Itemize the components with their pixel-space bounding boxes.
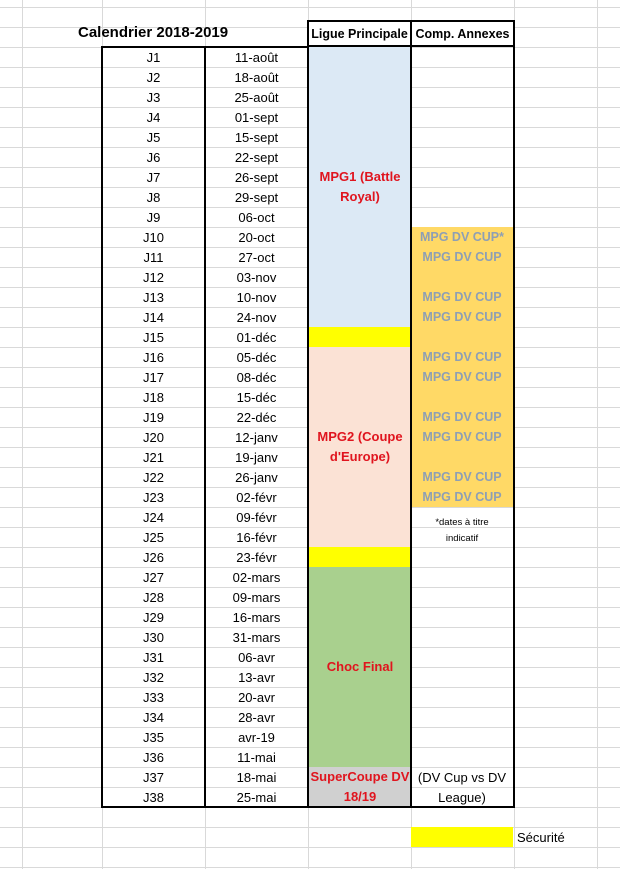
legend-swatch-securite	[411, 827, 513, 847]
journee-cell: J30	[143, 629, 164, 645]
date-cell: 08-déc	[236, 369, 277, 385]
date-cell: 25-août	[234, 89, 279, 105]
securite-band-j15	[309, 327, 411, 347]
grid-line	[0, 847, 620, 848]
journee-cell: J2	[146, 69, 161, 85]
journee-cell: J12	[143, 269, 164, 285]
date-cell: 28-avr	[238, 709, 275, 725]
table-border-right	[513, 46, 515, 808]
date-cell: 05-déc	[236, 349, 277, 365]
journee-cell: J25	[143, 529, 164, 545]
cup-label-j16: MPG DV CUP	[422, 350, 502, 364]
date-cell: 18-mai	[236, 769, 277, 785]
table-border-col2	[204, 46, 206, 808]
securite-band-j26	[309, 547, 411, 567]
date-cell: 11-mai	[237, 749, 276, 765]
dates-note: *dates à titre indicatif	[435, 517, 489, 544]
choc-final-label: Choc Final	[326, 659, 394, 674]
header-comp-annexes: Comp. Annexes	[410, 20, 515, 47]
date-cell: 27-oct	[238, 249, 275, 265]
date-cell: 02-mars	[232, 569, 281, 585]
cup-label-j17: MPG DV CUP	[422, 370, 502, 384]
date-cell: 16-mars	[232, 609, 281, 625]
date-cell: 06-avr	[238, 649, 275, 665]
date-cell: 18-août	[234, 69, 279, 85]
journee-cell: J10	[143, 229, 164, 245]
cup-label-j22: MPG DV CUP	[422, 470, 502, 484]
journee-cell: J19	[143, 409, 164, 425]
header-ligue-principale: Ligue Principale	[307, 20, 412, 47]
cup-label-j14: MPG DV CUP	[422, 310, 502, 324]
journee-cell: J27	[143, 569, 164, 585]
date-cell: 09-févr	[236, 509, 277, 525]
journee-cell: J24	[143, 509, 164, 525]
date-cell: 22-sept	[234, 149, 279, 165]
mpg1-label: MPG1 (Battle Royal)	[319, 169, 401, 204]
journee-cell: J21	[143, 449, 164, 465]
journee-cell: J18	[143, 389, 164, 405]
journee-cell: J20	[143, 429, 164, 445]
date-cell: 20-avr	[238, 689, 275, 705]
date-cell: 03-nov	[236, 269, 277, 285]
date-cell: 10-nov	[236, 289, 277, 305]
date-cell: 22-déc	[236, 409, 277, 425]
journee-cell: J23	[143, 489, 164, 505]
journee-cell: J1	[146, 49, 161, 65]
grid-line	[0, 7, 620, 8]
cup-label-j10: MPG DV CUP*	[419, 230, 505, 244]
date-cell: 13-avr	[238, 669, 275, 685]
journee-cell: J6	[146, 149, 161, 165]
supercoupe-label: SuperCoupe DV 18/19	[310, 769, 410, 804]
journee-cell: J5	[146, 129, 161, 145]
journee-cell: J28	[143, 589, 164, 605]
table-border-col3	[307, 46, 309, 808]
journee-cell: J3	[146, 89, 161, 105]
legend-label-securite: Sécurité	[517, 829, 565, 845]
date-cell: 12-janv	[235, 429, 278, 445]
journee-cell: J36	[143, 749, 164, 765]
journee-cell: J22	[143, 469, 164, 485]
date-cell: 29-sept	[234, 189, 279, 205]
date-cell: 20-oct	[238, 229, 275, 245]
journee-cell: J33	[143, 689, 164, 705]
date-cell: 11-août	[234, 49, 279, 65]
journee-cell: J9	[146, 209, 161, 225]
date-cell: 15-déc	[236, 389, 277, 405]
journee-cell: J32	[143, 669, 164, 685]
date-cell: 09-mars	[232, 589, 281, 605]
journee-cell: J14	[143, 309, 164, 325]
date-cell: 23-févr	[236, 549, 277, 565]
date-cell: 19-janv	[235, 449, 278, 465]
journee-cell: J34	[143, 709, 164, 725]
cup-label-j19: MPG DV CUP	[422, 410, 502, 424]
date-cell: 01-déc	[236, 329, 277, 345]
page-title: Calendrier 2018-2019	[78, 24, 229, 41]
date-cell: 24-nov	[236, 309, 277, 325]
journee-cell: J37	[143, 769, 164, 785]
date-cell: 31-mars	[232, 629, 281, 645]
date-cell: 15-sept	[234, 129, 279, 145]
journee-cell: J31	[143, 649, 164, 665]
journee-cell: J15	[143, 329, 164, 345]
cup-label-j20: MPG DV CUP	[422, 430, 502, 444]
journee-cell: J4	[146, 109, 161, 125]
cup-label-j13: MPG DV CUP	[422, 290, 502, 304]
date-cell: 26-janv	[235, 469, 278, 485]
journee-cell: J17	[143, 369, 164, 385]
grid-line	[597, 0, 598, 869]
table-border-bottom	[101, 806, 515, 808]
cup-label-j11: MPG DV CUP	[422, 250, 502, 264]
date-cell: avr-19	[238, 729, 275, 745]
grid-line	[22, 0, 23, 869]
journee-cell: J16	[143, 349, 164, 365]
journee-cell: J35	[143, 729, 164, 745]
date-cell: 02-févr	[236, 489, 277, 505]
cup-label-j23: MPG DV CUP	[422, 490, 502, 504]
table-border-left	[101, 46, 103, 808]
journee-cell: J29	[143, 609, 164, 625]
table-border-top	[101, 46, 309, 48]
supercoupe-note: (DV Cup vs DV League)	[417, 770, 507, 805]
date-cell: 26-sept	[234, 169, 279, 185]
date-cell: 06-oct	[238, 209, 275, 225]
journee-cell: J26	[143, 549, 164, 565]
journee-cell: J38	[143, 789, 164, 805]
grid-line	[0, 867, 620, 868]
journee-cell: J13	[143, 289, 164, 305]
journee-cell: J7	[146, 169, 161, 185]
date-cell: 25-mai	[236, 789, 277, 805]
date-cell: 16-févr	[236, 529, 277, 545]
table-border-col4	[410, 46, 412, 808]
journee-cell: J11	[143, 249, 164, 265]
journee-cell: J8	[146, 189, 161, 205]
mpg2-label: MPG2 (Coupe d'Europe)	[317, 429, 403, 464]
date-cell: 01-sept	[234, 109, 279, 125]
